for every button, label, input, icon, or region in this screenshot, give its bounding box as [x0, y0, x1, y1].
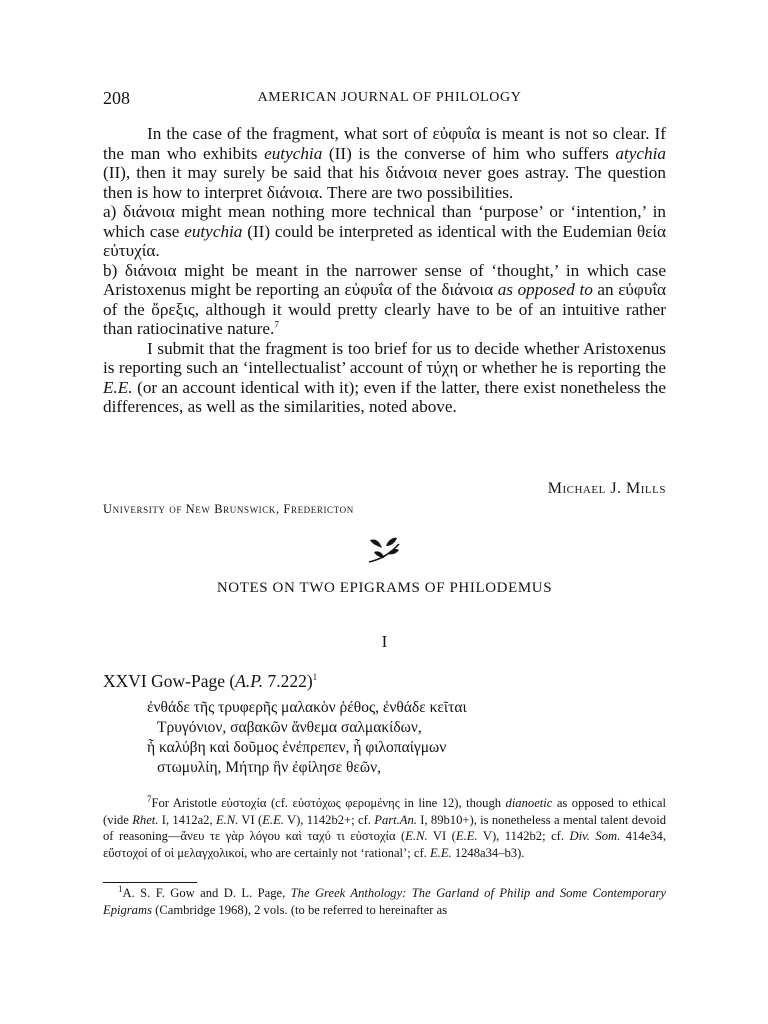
greek-epigram [147, 698, 467, 778]
text-run: V), 1142b2; cf. [477, 829, 570, 843]
italic-term: atychia [615, 143, 666, 163]
poem-line: Τρυγόνιον, σαβακῶν ἄνθεμα σαλμακίδων, [157, 719, 422, 736]
page-number: 208 [103, 88, 130, 108]
italic-term: The Greek Anthology: The Garland of Philip and Some Contemporary Epigrams [103, 886, 666, 917]
text-run: a) διάνοια might mean nothing more technical than ‘purpose’ or ‘intention,’ in which case [103, 202, 666, 241]
italic-term: E.N. [215, 812, 239, 827]
author-name: Michael J. Mills [547, 480, 666, 497]
text-run: as opposed to ethical (vide [103, 796, 666, 827]
italic-term: dianoetic [505, 796, 553, 810]
paragraph-option-b [103, 261, 666, 339]
italic-term: E.N. [405, 829, 428, 843]
text-run: VI ( [427, 829, 456, 843]
author-affiliation: University of New Brunswick, Fredericton [103, 502, 354, 516]
running-header [103, 88, 666, 112]
italic-term: Part.An. [374, 812, 417, 827]
footnote-marker: 1 [118, 883, 123, 894]
italic-term: eutychia [264, 143, 323, 163]
text-run: I, 89b10+), is nonetheless a mental talent devoid of reasoning—ἄνευ τε γὰρ λόγου καὶ ταχύ τι εὐστοχία ( [103, 812, 666, 843]
italic-term: E.E. [429, 845, 452, 860]
text-run: 1248a34–b3). [451, 845, 525, 860]
text-run: (II), then it may surely be said that his διάνοια never goes astray. The question then is how to interpret διάνοια. There are two possibilities. [103, 163, 666, 202]
article-body [103, 124, 666, 417]
text-run: VI ( [238, 812, 263, 827]
text-run: (II) is the converse of him who suffers [322, 143, 616, 163]
italic-term: E.E. [103, 377, 133, 397]
epigram-reference [103, 671, 317, 692]
text-run: an εὐφυΐα of the ὄρεξις, although it would pretty clearly have to be of an intuitive rather than ratiocinative nature. [103, 280, 666, 338]
footnote-ref-7[interactable]: 7 [274, 319, 279, 330]
text-run: For Aristotle εὐστοχία (cf. εὐστόχως φερομένης in line 12), though [151, 796, 506, 810]
text-run: I submit that the fragment is too brief for us to decide whether Aristoxenus is reporting such an ‘intellectualist’ account of τύχη or whether he is reporting the [103, 338, 666, 377]
text-run: XXVI Gow-Page ( [103, 671, 236, 691]
footnote-marker: 7 [147, 793, 152, 804]
italic-term: A.P. [235, 671, 264, 691]
text-run: A. S. F. Gow and D. L. Page, [122, 886, 291, 900]
poem-line: ἧ καλύβη καὶ δοῦμος ἐνέπρεπεν, ἧ φιλοπαίγμων [147, 739, 447, 756]
article-title: NOTES ON TWO EPIGRAMS OF PHILODEMUS [216, 580, 553, 596]
text-run: (II) could be interpreted as identical with the Eudemian θεία εὐτυχία. [103, 221, 666, 260]
text-run: V), 1142b2+; cf. [283, 812, 375, 827]
section-numeral: I [381, 632, 388, 651]
italic-term: Div. Som. [569, 829, 621, 843]
footnote-1 [103, 885, 666, 918]
italic-term: eutychia [184, 221, 243, 241]
leaf-sprig-ornament-icon [366, 532, 402, 566]
footnote-ref-1[interactable]: 1 [312, 672, 318, 683]
footnote-7 [103, 795, 666, 861]
paragraph-option-a [103, 202, 666, 261]
paragraph-1 [103, 124, 666, 202]
text-run: b) διάνοια might be meant in the narrower sense of ‘thought,’ in which case Aristoxenus might be reporting an εὐφυΐα of the διάνοια [103, 260, 666, 299]
italic-term: as opposed to [497, 280, 593, 299]
text-run: (Cambridge 1968), 2 vols. (to be referred to hereinafter as [151, 902, 448, 917]
poem-line: ἐνθάδε τῆς τρυφερῆς μαλακὸν ῥέθος, ἐνθάδε κεῖται [147, 699, 467, 716]
paragraph-conclusion [103, 339, 666, 417]
text-run: 414e34, εὔστοχοί of οἱ μελαγχολικοί, who are certainly not ‘rational’; cf. [103, 829, 666, 860]
poem-line: στωμυλίη, Μήτηρ ἣν ἐφίλησε θεῶν, [157, 759, 382, 776]
italic-term: E.E. [455, 829, 478, 843]
italic-term: E.E. [262, 812, 284, 827]
italic-term: Rhet. [132, 812, 159, 827]
text-run: (or an account identical with it); even if the latter, there exist nonetheless the differences, as well as the similarities, noted above. [103, 377, 666, 416]
journal-title: AMERICAN JOURNAL OF PHILOLOGY [257, 90, 522, 105]
text-run: I, 1412a2, [158, 812, 216, 827]
text-run: In the case of the fragment, what sort of εὐφυΐα is meant is not so clear. If the man who exhibits [103, 124, 666, 163]
text-run: 7.222) [263, 671, 313, 691]
